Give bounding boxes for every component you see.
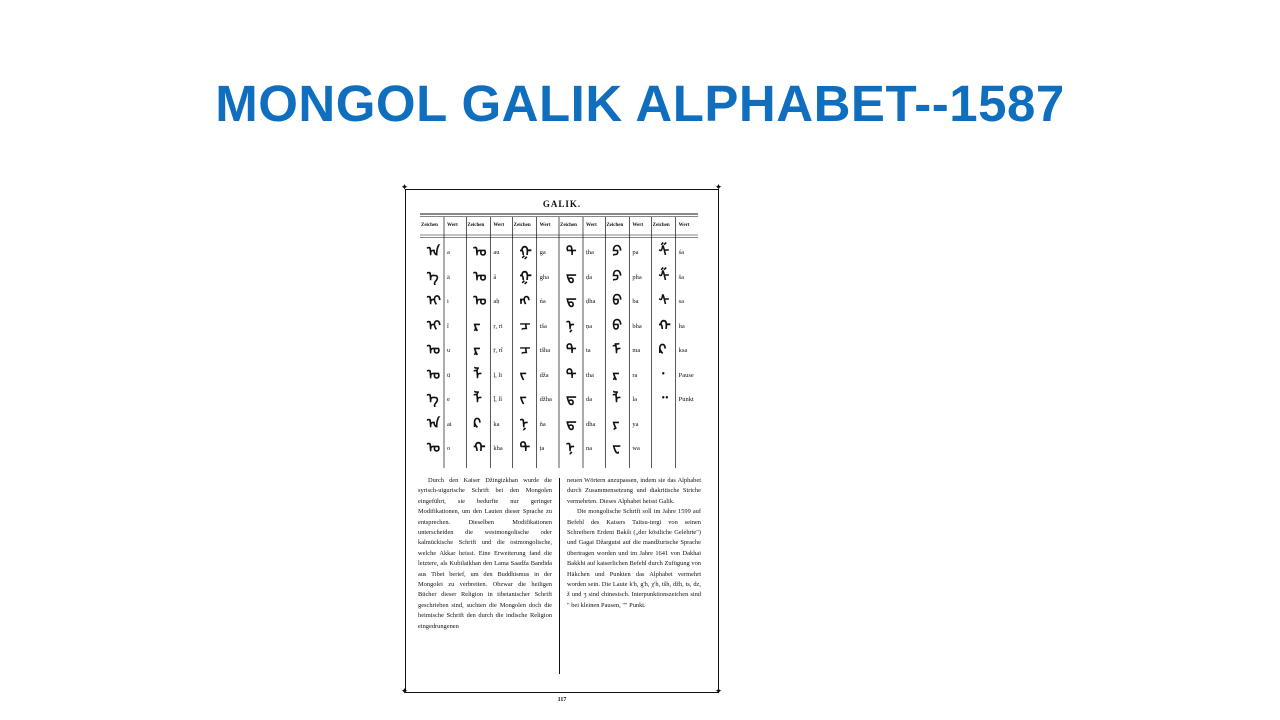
letter-glyph: ᠱ [658, 268, 670, 285]
letter-glyph: ᠬ [658, 317, 671, 334]
letter-glyph: ᠠ [427, 244, 441, 260]
letter-value: dha [586, 420, 596, 428]
letter-value: ḹ, lî [493, 396, 502, 403]
letter-glyph: ᠪ [612, 317, 622, 334]
letter-value: a [447, 249, 450, 256]
column-header: Zeichen [421, 223, 438, 228]
column-header: Wert [678, 223, 690, 228]
paragraph: neuen Wörtern anzupassen, indem sie das Alphabet durch Zusammensetzung und diakritische Striche vermehrten. Dieses Alphabet heisst Galik. [567, 477, 701, 505]
letter-value: pa [632, 249, 639, 256]
letter-value: tšha [539, 347, 551, 354]
column-header: Wert [447, 223, 458, 228]
letter-glyph: ᠳ [566, 268, 577, 285]
letter-glyph: ᠃ [658, 391, 668, 407]
letter-value: ḍa [586, 273, 593, 281]
letter-value: ai [447, 420, 452, 428]
column-header: Zeichen [606, 223, 624, 228]
letter-value: pha [632, 273, 642, 281]
column-header: Zeichen [513, 223, 531, 228]
letter-value: bha [632, 322, 642, 330]
letter-glyph: ᠨ [566, 317, 575, 334]
letter-value: tša [539, 322, 547, 330]
letter-glyph: ᠡ [427, 391, 439, 407]
alphabet-table [420, 213, 698, 471]
letter-value: Pause [678, 371, 694, 379]
page-heading: GALIK. [542, 199, 582, 209]
letter-value: wa [632, 445, 640, 452]
letter-glyph: ᠶ [612, 415, 620, 432]
letter-glyph: ᠵ [519, 366, 527, 383]
letter-value: ṭa [539, 445, 545, 452]
letter-value: ha [678, 322, 685, 330]
letter-value: dža [539, 371, 549, 379]
letter-glyph: ᠠ [427, 415, 441, 432]
letter-glyph: ᠩ [519, 293, 530, 309]
letter-glyph: ᠫ [612, 268, 622, 285]
paragraph: Durch den Kaiser Džingizkhan wurde die syrisch-uigurische Schrift bei den Mongolen eingeführt, sie bedurfte nur geringer Modifikationen, um den Lauten dieser Sprache zu entsprechen. Dieselben Modifikationen unterscheiden die westmongolische oder kalmückische Schrift und die ostmongolische, welche Akkar heisst. Eine Erweiterung fand die letztere, als Kubilaikhan den Lama Saadža Bandida aus Tibet berief, um den Buddhismus in der Mongolei zu verbreiten. Obzwar die heiligen Bücher dieser Religion in tibetanischer Schrift geschrieben sind, suchten die Mongolen doch die heimische Schrift den durch die indische Religion eingedrungenen [418, 477, 552, 630]
letter-glyph: ᠪ [612, 293, 622, 309]
letter-value: ya [632, 420, 639, 428]
letter-value: ḷ, li [493, 371, 502, 379]
letter-glyph: ᠂ [658, 366, 665, 383]
letter-value: ma [632, 347, 641, 354]
letter-glyph: ᠷ [473, 342, 481, 358]
letter-value: ṇa [586, 322, 593, 330]
letter-value: ü [447, 371, 451, 379]
letter-glyph: ᠭ [519, 244, 532, 260]
letter-value: na [586, 445, 593, 452]
letter-glyph: ᠰ [658, 293, 670, 309]
letter-value: gha [539, 273, 550, 281]
frame-bottom [405, 692, 719, 693]
column-header: Zeichen [560, 223, 577, 228]
letter-glyph: ᠣ [427, 342, 441, 358]
letter-value: î [447, 322, 449, 330]
letter-glyph: ᠷ [473, 317, 481, 334]
letter-value: śa [678, 249, 685, 256]
letter-value: ḍha [586, 298, 596, 305]
letter-value: o [447, 445, 451, 452]
letter-glyph: ᠬ [473, 440, 486, 456]
letter-glyph: ᠮ [612, 342, 621, 358]
letter-value: Punkt [678, 396, 694, 403]
column-header: Wert [632, 223, 644, 228]
paragraph: Die mongolische Schrift soll im Jahre 1599 auf Befehl des Kaisers Taitsu-tergi von seinen Schreibern Erdeni Bakši („der köstliche Gelehrte") und Gagai Džargutsi auf die mandžurische Sprache übertragen worden und im Jahre 1641 von Dakhai Bakkhi auf kaiserlichen Befehl durch Zufügung von Häkchen und Punkten das Alphabet vermehrt worden sein. Die Laute k'h, g'h, χ'h, tšh, džh, ts, dz, ž und ʒ sind chinesisch. Interpunktionszeichen sind " bei kleinen Pausen, "" Punkt. [567, 508, 701, 609]
letter-glyph: ᠱ [658, 244, 670, 260]
column-divider [559, 478, 560, 674]
letter-value: u [447, 347, 451, 354]
column-header: Zeichen [467, 223, 485, 228]
letter-value: â [493, 273, 497, 281]
letter-glyph: ᠨ [566, 440, 575, 456]
letter-glyph: ᠺ [473, 415, 482, 432]
letter-glyph: ᠨ [519, 415, 529, 432]
letter-glyph: ᠲ [566, 244, 577, 260]
letter-glyph: ᠫ [612, 244, 622, 260]
letter-value: sa [678, 298, 685, 305]
corner-ornament: ✦ [714, 183, 723, 193]
letter-value: ša [678, 273, 685, 281]
letter-value: ña [539, 420, 546, 428]
scanned-page [397, 180, 727, 708]
letter-glyph: ᠤ [473, 268, 487, 285]
column-header: Wert [539, 223, 551, 228]
column-header: Zeichen [652, 223, 670, 228]
corner-ornament: ✦ [400, 687, 409, 697]
letter-glyph: ᠴ [519, 317, 531, 334]
letter-glyph: ᠣ [427, 440, 441, 456]
letter-value: ta [586, 347, 591, 354]
letter-value: ba [632, 298, 639, 305]
letter-glyph: ᠯ [473, 366, 482, 383]
letter-value: ṭha [586, 249, 594, 256]
letter-glyph: ᠷ [612, 366, 620, 383]
letter-value: e [447, 396, 450, 403]
letter-glyph: ᠳ [566, 415, 577, 432]
letter-value: i [447, 298, 449, 305]
letter-value: kha [493, 445, 503, 452]
frame-left [405, 189, 406, 693]
letter-value: ṝ, rî [493, 347, 503, 354]
letter-value: ńa [539, 298, 546, 305]
letter-value: au [493, 249, 500, 256]
letter-value: ka [493, 420, 500, 428]
letter-value: da [586, 396, 593, 403]
column-header: Wert [586, 223, 597, 228]
letter-value: ra [632, 371, 638, 379]
letter-value: aḥ [493, 298, 500, 305]
letter-glyph: ᠸ [612, 440, 621, 456]
corner-ornament: ✦ [400, 183, 409, 193]
corner-ornament: ✦ [714, 687, 723, 697]
letter-value: džha [539, 396, 552, 403]
letter-glyph: ᠭ [519, 268, 532, 285]
letter-glyph: ᠯ [612, 391, 621, 407]
frame-right [718, 189, 719, 693]
letter-glyph: ᠤ [427, 366, 441, 383]
letter-glyph: ᠴ [519, 342, 531, 358]
letter-value: ksa [678, 347, 688, 354]
letter-value: ṛ, ri [493, 322, 503, 330]
letter-glyph: ᠳ [566, 293, 577, 309]
letter-glyph: ᠣ [473, 244, 487, 260]
letter-glyph: ᠳ [566, 391, 577, 407]
letter-glyph: ᠲ [566, 342, 577, 358]
slide-title: MONGOL GALIK ALPHABET--1587 [215, 75, 1065, 132]
page-number: 117 [557, 697, 567, 703]
letter-glyph: ᠣ [473, 293, 487, 309]
letter-glyph: ᠯ [473, 391, 482, 407]
letter-value: tha [586, 371, 594, 379]
right-text-column [567, 476, 701, 611]
column-header: Wert [493, 223, 505, 228]
letter-glyph: ᠢ [427, 293, 441, 309]
letter-value: la [632, 396, 638, 403]
letter-value: ä [447, 273, 450, 281]
left-text-column [418, 476, 552, 632]
frame-top [405, 189, 719, 190]
letter-glyph: ᠵ [519, 391, 527, 407]
letter-value: ga [539, 249, 546, 256]
letter-glyph: ᠡ [427, 268, 439, 285]
letter-glyph: ᠲ [566, 366, 577, 383]
letter-glyph: ᠲ [519, 440, 531, 456]
letter-glyph: ᠺ [658, 342, 667, 358]
letter-glyph: ᠢ [427, 317, 441, 334]
table-rules [420, 213, 698, 471]
